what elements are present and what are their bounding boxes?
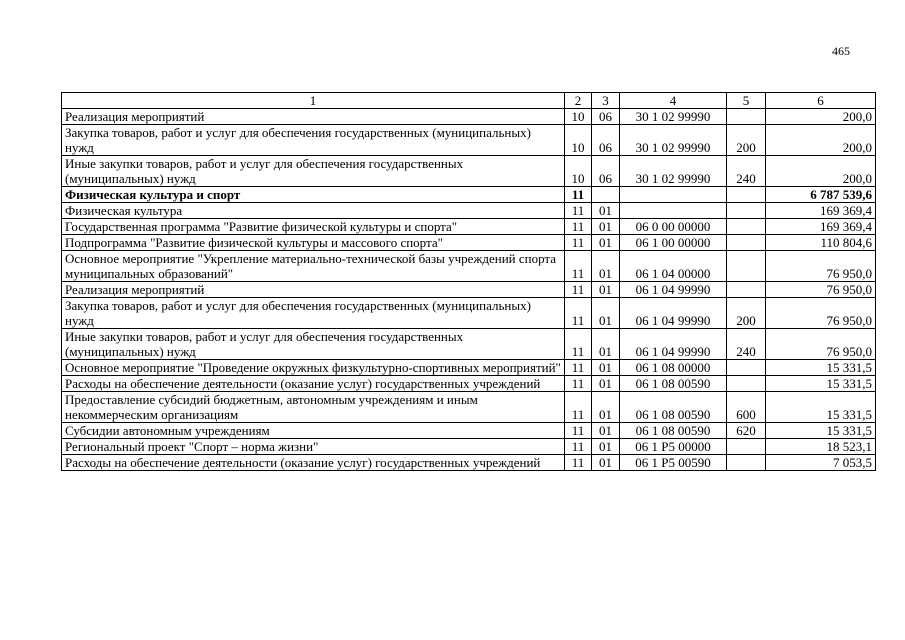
cell-expense-type bbox=[727, 376, 766, 392]
cell-amount: 6 787 539,6 bbox=[766, 187, 876, 203]
cell-expense-type: 600 bbox=[727, 392, 766, 423]
cell-target-article: 06 1 08 00590 bbox=[620, 392, 727, 423]
cell-target-article: 06 1 08 00000 bbox=[620, 360, 727, 376]
cell-section: 11 bbox=[565, 219, 592, 235]
cell-amount: 76 950,0 bbox=[766, 329, 876, 360]
cell-expense-type bbox=[727, 282, 766, 298]
cell-target-article bbox=[620, 203, 727, 219]
cell-subsection: 06 bbox=[592, 156, 620, 187]
cell-name: Основное мероприятие "Проведение окружных физкультурно-спортивных мероприятий" bbox=[62, 360, 565, 376]
column-header: 2 bbox=[565, 93, 592, 109]
cell-name: Подпрограмма "Развитие физической культуры и массового спорта" bbox=[62, 235, 565, 251]
table-row bbox=[62, 156, 876, 187]
cell-subsection: 01 bbox=[592, 219, 620, 235]
column-header: 3 bbox=[592, 93, 620, 109]
cell-section: 10 bbox=[565, 156, 592, 187]
column-header: 1 bbox=[62, 93, 565, 109]
cell-amount: 18 523,1 bbox=[766, 439, 876, 455]
cell-subsection: 01 bbox=[592, 376, 620, 392]
cell-amount: 15 331,5 bbox=[766, 376, 876, 392]
cell-expense-type: 240 bbox=[727, 329, 766, 360]
cell-section: 11 bbox=[565, 203, 592, 219]
table-row bbox=[62, 109, 876, 125]
table-row bbox=[62, 329, 876, 360]
cell-expense-type bbox=[727, 360, 766, 376]
cell-section: 11 bbox=[565, 251, 592, 282]
cell-target-article: 06 1 08 00590 bbox=[620, 423, 727, 439]
cell-expense-type: 200 bbox=[727, 298, 766, 329]
cell-name: Субсидии автономным учреждениям bbox=[62, 423, 565, 439]
cell-target-article: 06 1 Р5 00590 bbox=[620, 455, 727, 471]
cell-amount: 7 053,5 bbox=[766, 455, 876, 471]
table-row bbox=[62, 187, 876, 203]
column-header: 6 bbox=[766, 93, 876, 109]
cell-expense-type: 240 bbox=[727, 156, 766, 187]
cell-subsection: 06 bbox=[592, 109, 620, 125]
cell-subsection: 01 bbox=[592, 282, 620, 298]
cell-target-article: 06 1 04 99990 bbox=[620, 282, 727, 298]
cell-subsection: 01 bbox=[592, 298, 620, 329]
table-header-row bbox=[62, 93, 876, 109]
cell-name: Физическая культура bbox=[62, 203, 565, 219]
cell-target-article: 06 0 00 00000 bbox=[620, 219, 727, 235]
table-row bbox=[62, 423, 876, 439]
cell-subsection: 01 bbox=[592, 235, 620, 251]
cell-section: 11 bbox=[565, 455, 592, 471]
cell-expense-type bbox=[727, 439, 766, 455]
cell-amount: 200,0 bbox=[766, 125, 876, 156]
cell-expense-type bbox=[727, 455, 766, 471]
cell-subsection: 06 bbox=[592, 125, 620, 156]
cell-name: Основное мероприятие "Укрепление материально-технической базы учреждений спорта муниципальных образований" bbox=[62, 251, 565, 282]
cell-section: 11 bbox=[565, 298, 592, 329]
cell-name: Закупка товаров, работ и услуг для обеспечения государственных (муниципальных) нужд bbox=[62, 298, 565, 329]
cell-amount: 76 950,0 bbox=[766, 298, 876, 329]
cell-target-article: 06 1 04 99990 bbox=[620, 329, 727, 360]
cell-subsection: 01 bbox=[592, 251, 620, 282]
cell-section: 11 bbox=[565, 187, 592, 203]
cell-section: 10 bbox=[565, 125, 592, 156]
cell-amount: 76 950,0 bbox=[766, 251, 876, 282]
column-header: 5 bbox=[727, 93, 766, 109]
cell-target-article: 06 1 00 00000 bbox=[620, 235, 727, 251]
cell-target-article: 06 1 08 00590 bbox=[620, 376, 727, 392]
cell-target-article bbox=[620, 187, 727, 203]
cell-name: Государственная программа "Развитие физической культуры и спорта" bbox=[62, 219, 565, 235]
cell-name: Иные закупки товаров, работ и услуг для обеспечения государственных (муниципальных) нужд bbox=[62, 156, 565, 187]
cell-amount: 110 804,6 bbox=[766, 235, 876, 251]
table-row bbox=[62, 251, 876, 282]
cell-name: Реализация мероприятий bbox=[62, 282, 565, 298]
cell-expense-type bbox=[727, 219, 766, 235]
cell-target-article: 06 1 Р5 00000 bbox=[620, 439, 727, 455]
cell-subsection: 01 bbox=[592, 392, 620, 423]
cell-section: 11 bbox=[565, 360, 592, 376]
cell-subsection: 01 bbox=[592, 203, 620, 219]
cell-target-article: 30 1 02 99990 bbox=[620, 156, 727, 187]
cell-section: 11 bbox=[565, 439, 592, 455]
cell-target-article: 30 1 02 99990 bbox=[620, 125, 727, 156]
table-row bbox=[62, 360, 876, 376]
cell-section: 11 bbox=[565, 329, 592, 360]
cell-name: Региональный проект "Спорт – норма жизни" bbox=[62, 439, 565, 455]
table-body bbox=[62, 109, 876, 471]
cell-expense-type bbox=[727, 109, 766, 125]
cell-subsection: 01 bbox=[592, 423, 620, 439]
cell-section: 11 bbox=[565, 392, 592, 423]
table-row bbox=[62, 203, 876, 219]
cell-section: 11 bbox=[565, 282, 592, 298]
cell-name: Расходы на обеспечение деятельности (оказание услуг) государственных учреждений bbox=[62, 455, 565, 471]
cell-amount: 200,0 bbox=[766, 156, 876, 187]
cell-name: Предоставление субсидий бюджетным, автономным учреждениям и иным некоммерческим организациям bbox=[62, 392, 565, 423]
cell-amount: 169 369,4 bbox=[766, 203, 876, 219]
cell-name: Закупка товаров, работ и услуг для обеспечения государственных (муниципальных) нужд bbox=[62, 125, 565, 156]
table-row bbox=[62, 439, 876, 455]
cell-expense-type: 200 bbox=[727, 125, 766, 156]
table-row bbox=[62, 282, 876, 298]
cell-section: 11 bbox=[565, 376, 592, 392]
page-number: 465 bbox=[832, 44, 850, 58]
cell-name: Иные закупки товаров, работ и услуг для обеспечения государственных (муниципальных) нужд bbox=[62, 329, 565, 360]
cell-target-article: 06 1 04 99990 bbox=[620, 298, 727, 329]
cell-expense-type bbox=[727, 235, 766, 251]
cell-amount: 76 950,0 bbox=[766, 282, 876, 298]
cell-subsection: 01 bbox=[592, 439, 620, 455]
cell-section: 11 bbox=[565, 423, 592, 439]
budget-table bbox=[61, 92, 876, 471]
cell-subsection: 01 bbox=[592, 455, 620, 471]
cell-name: Реализация мероприятий bbox=[62, 109, 565, 125]
cell-section: 10 bbox=[565, 109, 592, 125]
table-row bbox=[62, 298, 876, 329]
cell-expense-type bbox=[727, 251, 766, 282]
cell-target-article: 30 1 02 99990 bbox=[620, 109, 727, 125]
table-row bbox=[62, 455, 876, 471]
cell-expense-type bbox=[727, 187, 766, 203]
cell-subsection bbox=[592, 187, 620, 203]
cell-expense-type bbox=[727, 203, 766, 219]
cell-amount: 200,0 bbox=[766, 109, 876, 125]
cell-section: 11 bbox=[565, 235, 592, 251]
table-row bbox=[62, 235, 876, 251]
cell-subsection: 01 bbox=[592, 360, 620, 376]
cell-name: Расходы на обеспечение деятельности (оказание услуг) государственных учреждений bbox=[62, 376, 565, 392]
cell-amount: 15 331,5 bbox=[766, 360, 876, 376]
cell-amount: 169 369,4 bbox=[766, 219, 876, 235]
table-row bbox=[62, 219, 876, 235]
cell-subsection: 01 bbox=[592, 329, 620, 360]
cell-target-article: 06 1 04 00000 bbox=[620, 251, 727, 282]
column-header: 4 bbox=[620, 93, 727, 109]
table-row bbox=[62, 392, 876, 423]
cell-name: Физическая культура и спорт bbox=[62, 187, 565, 203]
cell-expense-type: 620 bbox=[727, 423, 766, 439]
cell-amount: 15 331,5 bbox=[766, 392, 876, 423]
table-row bbox=[62, 125, 876, 156]
cell-amount: 15 331,5 bbox=[766, 423, 876, 439]
table-row bbox=[62, 376, 876, 392]
